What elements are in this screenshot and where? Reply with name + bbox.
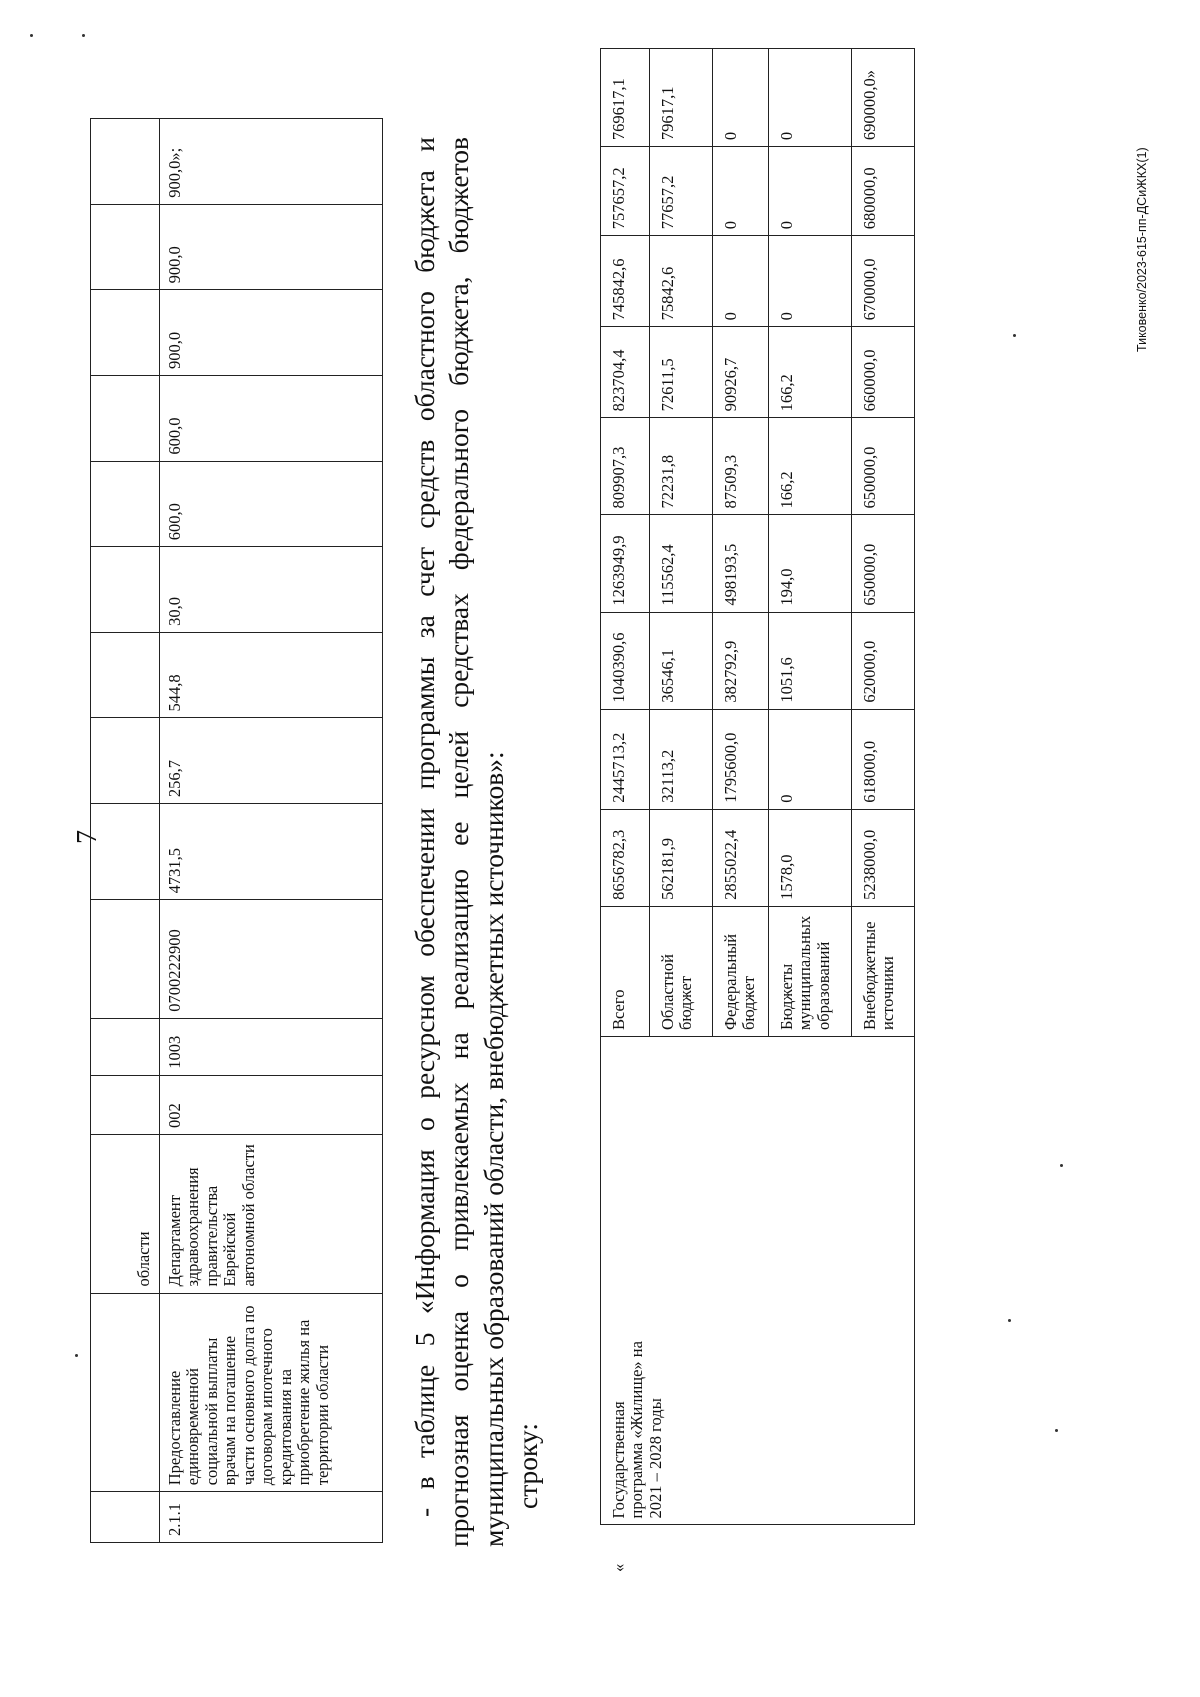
value-cell: 650000,0 [851, 515, 914, 612]
value-cell: 166,2 [768, 418, 851, 515]
value-cell: 1578,0 [768, 809, 851, 906]
value-cell: 562181,9 [650, 809, 713, 906]
scan-speck [1055, 1429, 1058, 1432]
source-label: Федеральный бюджет [713, 906, 769, 1036]
value-cell: 823704,4 [601, 327, 650, 418]
header-cell: области [91, 1134, 160, 1293]
measure-name: Предоставление единовременной социальной выплаты врачам на погашение части основного долга по договорам ипотечного кредитования на приобретение жилья на территории области [160, 1293, 383, 1492]
value-cell: 0 [713, 49, 769, 147]
rzpr-code: 1003 [160, 1018, 383, 1075]
value-cell: 77657,2 [650, 147, 713, 236]
source-label: Всего [601, 906, 650, 1036]
resources-table [600, 48, 915, 1578]
value-cell: 660000,0 [851, 327, 914, 418]
scan-speck [75, 1354, 78, 1357]
value-cell: 2445713,2 [601, 709, 650, 809]
value-cell: 0 [768, 709, 851, 809]
value-cell: 757657,2 [601, 147, 650, 236]
scan-speck [82, 34, 85, 37]
value-cell: 680000,0 [851, 147, 914, 236]
value-cell: 4731,5 [160, 804, 383, 900]
value-cell: 618000,0 [851, 709, 914, 809]
value-cell: 0 [768, 236, 851, 327]
source-label: Бюджеты муниципальных образований [768, 906, 851, 1036]
paragraph-line: муниципальных образований области, внебюджетных источников»: [477, 751, 509, 1547]
value-cell: 0 [713, 147, 769, 236]
value-cell: 194,0 [768, 515, 851, 612]
value-cell: 0 [713, 236, 769, 327]
value-cell: 620000,0 [851, 612, 914, 709]
value-cell: 87509,3 [713, 418, 769, 515]
value-cell: 166,2 [768, 327, 851, 418]
value-cell: 115562,4 [650, 515, 713, 612]
value-cell: 0 [768, 147, 851, 236]
value-cell: 72231,8 [650, 418, 713, 515]
measures-table [90, 118, 383, 1543]
value-cell: 900,0»; [160, 119, 383, 205]
executor: Департамент здравоохранения правительства Еврейской автономной области [160, 1134, 383, 1293]
value-cell: 30,0 [160, 547, 383, 633]
source-label: Областной бюджет [650, 906, 713, 1036]
row-number: 2.1.1 [160, 1492, 383, 1543]
value-cell: 382792,9 [713, 612, 769, 709]
scan-speck [1013, 334, 1016, 337]
value-cell: 8656782,3 [601, 809, 650, 906]
value-cell: 5238000,0 [851, 809, 914, 906]
value-cell: 650000,0 [851, 418, 914, 515]
paragraph-line: строку: [512, 1422, 544, 1509]
value-cell: 498193,5 [713, 515, 769, 612]
grbs-code: 002 [160, 1075, 383, 1134]
value-cell: 769617,1 [601, 49, 650, 147]
csr-code: 0700222900 [160, 900, 383, 1018]
table-header-row [91, 119, 160, 1543]
value-cell: 600,0 [160, 376, 383, 462]
paragraph-line: прогнозная оценка о привлекаемых на реализацию ее целей средствах федерального бюджета, бюджетов [443, 137, 475, 1547]
value-cell: 600,0 [160, 461, 383, 547]
amendment-paragraph [408, 137, 546, 1547]
document-footer: Тиковенко/2023-615-пп-ДСиЖКХ(1) [1135, 147, 1149, 352]
value-cell: 0 [768, 49, 851, 147]
table-row [601, 49, 650, 1579]
scan-speck [1008, 1319, 1011, 1322]
value-cell: 809907,3 [601, 418, 650, 515]
value-cell: 900,0 [160, 204, 383, 290]
value-cell: 670000,0 [851, 236, 914, 327]
value-cell: 1795600,0 [713, 709, 769, 809]
source-label: Внебюджетные источники [851, 906, 914, 1036]
value-cell: 745842,6 [601, 236, 650, 327]
paragraph-line: - в таблице 5 «Информация о ресурсном обеспечении программы за счет средств областного бюджета и [409, 137, 440, 1517]
table-row [160, 119, 383, 1543]
value-cell: 75842,6 [650, 236, 713, 327]
program-name: Государственная программа «Жилище» на 2021 – 2028 годы [601, 1036, 915, 1524]
value-cell: 32113,2 [650, 709, 713, 809]
value-cell: 1051,6 [768, 612, 851, 709]
scan-speck [30, 34, 33, 37]
value-cell: 544,8 [160, 632, 383, 718]
value-cell: 1040390,6 [601, 612, 650, 709]
value-cell: 79617,1 [650, 49, 713, 147]
value-cell: 90926,7 [713, 327, 769, 418]
value-cell: 256,7 [160, 718, 383, 804]
value-cell: 1263949,9 [601, 515, 650, 612]
page-number: 7 [72, 830, 103, 844]
value-cell: 690000,0» [851, 49, 914, 147]
value-cell: 72611,5 [650, 327, 713, 418]
scan-speck [1060, 1164, 1063, 1167]
value-cell: 900,0 [160, 290, 383, 376]
quote-open: « [601, 1525, 915, 1578]
value-cell: 36546,1 [650, 612, 713, 709]
value-cell: 2855022,4 [713, 809, 769, 906]
